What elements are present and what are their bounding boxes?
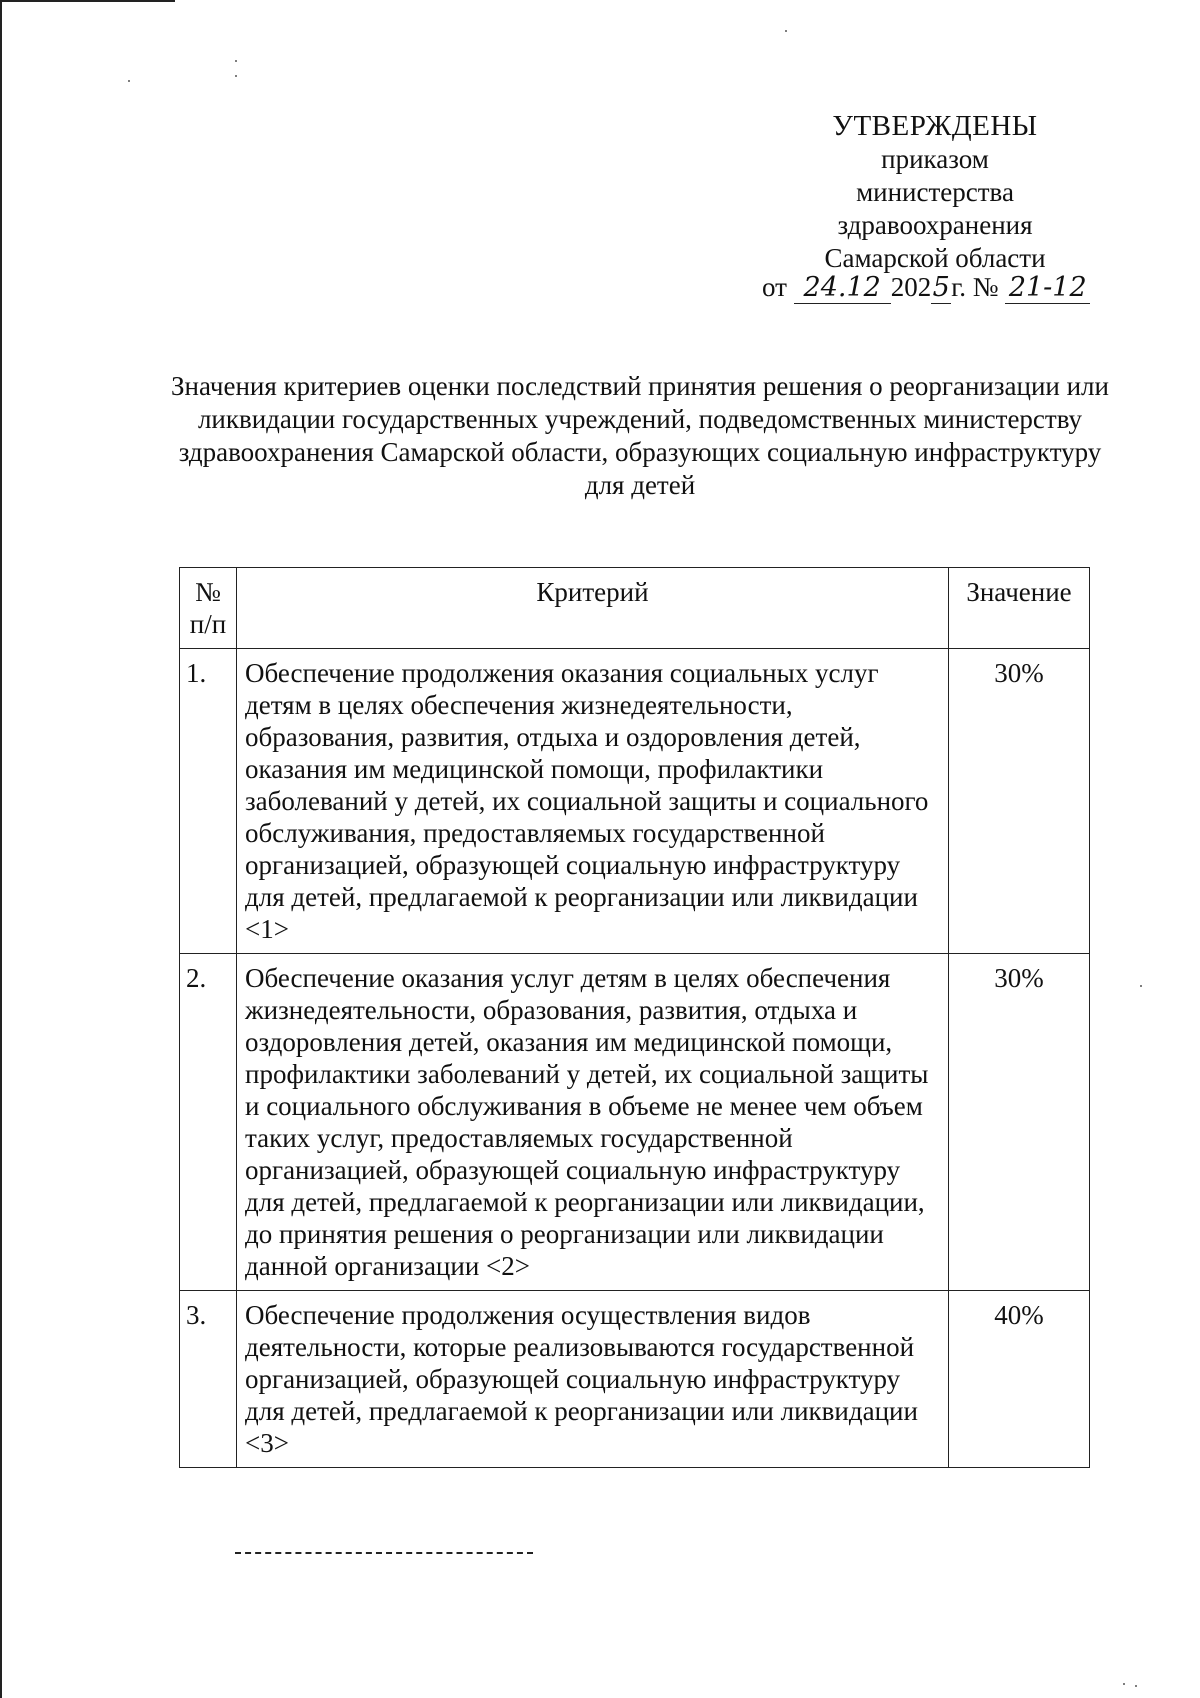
scan-speck <box>1140 985 1142 987</box>
row-value: 30% <box>949 954 1090 1291</box>
order-number-handwritten: 21-12 <box>1005 272 1090 304</box>
row-num: 2. <box>180 954 237 1291</box>
row-criterion: Обеспечение оказания услуг детям в целях обеспечения жизнедеятельности, образования, развития, отдыха и оздоровления детей, оказания им медицинской помощи, профилактики заболеваний у детей, их социальной защиты и социального обслуживания в объеме не менее чем объем таких услуг, предоставляемых государственной организацией, образующей социальную инфраструктуру для детей, предлагаемой к реорганизации или ликвидации, до принятия решения о реорганизации или ликвидации данной организации <2> <box>237 954 949 1291</box>
order-year-prefix: 202 <box>890 272 932 302</box>
order-prefix: от <box>762 272 787 302</box>
criteria-table <box>179 567 1090 1468</box>
order-date-handwritten: 24.12 <box>794 272 891 304</box>
header-num: № п/п <box>180 568 237 649</box>
approval-line: министерства <box>856 177 1014 207</box>
approval-line: приказом <box>881 144 989 174</box>
scan-speck <box>128 80 130 82</box>
approval-line: Самарской области <box>824 243 1046 273</box>
document-title: Значения критериев оценки последствий принятия решения о реорганизации или ликвидации государственных учреждений, подведомственных министерству здравоохранения Самарской области, образующих социальную инфраструктуру для детей <box>171 371 1109 500</box>
order-number-label: г. № <box>951 272 999 302</box>
scan-speck <box>785 30 787 32</box>
row-num: 3. <box>180 1291 237 1468</box>
approval-heading: УТВЕРЖДЕНЫ <box>832 110 1038 142</box>
row-criterion: Обеспечение продолжения осуществления видов деятельности, которые реализовываются государственной организацией, образующей социальную инфраструктуру для детей, предлагаемой к реорганизации или ликвидации <3> <box>237 1291 949 1468</box>
row-num: 1. <box>180 649 237 954</box>
scan-speck <box>235 60 237 62</box>
table-row <box>180 1291 1090 1468</box>
scan-speck <box>235 75 237 77</box>
header-value: Значение <box>949 568 1090 649</box>
order-year-handwritten: 5 <box>932 272 950 303</box>
page-border-top <box>0 0 175 2</box>
row-value: 30% <box>949 649 1090 954</box>
order-line <box>762 272 1090 304</box>
scan-speck <box>1135 1685 1137 1687</box>
header-criterion: Критерий <box>237 568 949 649</box>
page-border-left <box>0 0 2 1698</box>
table-row <box>180 954 1090 1291</box>
row-value: 40% <box>949 1291 1090 1468</box>
approval-block <box>735 110 1135 275</box>
table-header-row <box>180 568 1090 649</box>
approval-line: здравоохранения <box>837 210 1033 240</box>
footnote-separator <box>235 1552 533 1554</box>
scan-speck <box>1123 1683 1125 1685</box>
table-row <box>180 649 1090 954</box>
row-criterion: Обеспечение продолжения оказания социальных услуг детям в целях обеспечения жизнедеятельности, образования, развития, отдыха и оздоровления детей, оказания им медицинской помощи, профилактики заболеваний у детей, их социальной защиты и социального обслуживания, предоставляемых государственной организацией, образующей социальную инфраструктуру для детей, предлагаемой к реорганизации или ликвидации <1> <box>237 649 949 954</box>
